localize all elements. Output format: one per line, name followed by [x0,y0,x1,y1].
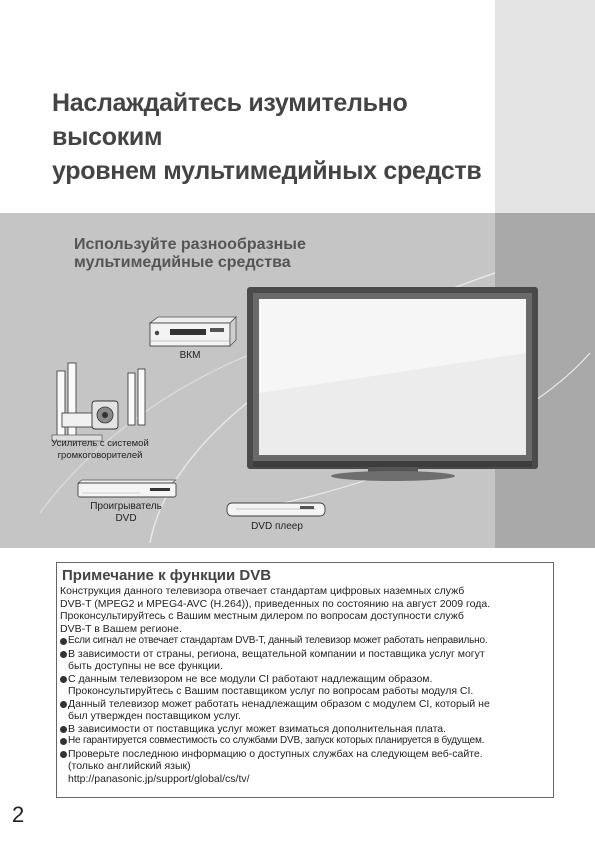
bullet-icon [60,726,67,733]
dvd-recorder-label-line-2: DVD [115,513,137,524]
support-url: http://panasonic.jp/support/global/cs/tv/ [68,772,250,785]
vcr-label: ВКМ [179,350,201,361]
intro-line: DVB-T (MPEG2 и MPEG4-AVC (H.264)), приведенных по состоянию на август 2009 года. [60,597,491,610]
dvb-note-title: Примечание к функции DVB [62,567,272,584]
bullet-icon [60,738,67,745]
intro-line: Конструкция данного телевизора отвечает стандартам цифровых наземных служб [60,585,465,597]
list-item: Если сигнал не отвечает стандартам DVB-T, данный телевизор может работать неправильно. [60,635,549,648]
dvd-player-icon [227,503,325,516]
intro-line: Проконсультируйтесь с Вашим местным дилером по вопросам доступности служб [60,610,464,622]
list-item: Не гарантируется совместимость со службами DVB, запуск которых планируется в будущем. [60,735,549,748]
list-item: В зависимости от поставщика услуг может взиматься дополнительная плата. [60,723,549,736]
headline-line-2: уровнем мультимедийных средств [52,157,482,185]
amplifier-label-line-2: громкоговорителей [57,450,143,461]
dvb-note-intro [60,585,549,635]
media-title-line-1: Используйте разнообразные [74,236,306,253]
headline-line-1: Наслаждайтесь изумительно высоким [52,89,408,151]
bullet-icon [60,701,67,708]
bullet-icon [60,651,67,658]
side-strip-top [495,0,595,213]
dvb-note-box [56,562,554,798]
vcr-icon [150,317,236,346]
speaker-system-icon [52,363,145,441]
list-item: В зависимости от страны, региона, вещательной компании и поставщика услуг могут быть доступны не все функции. [60,648,549,673]
page-number: 2 [12,802,25,827]
list-item: Данный телевизор может работать ненадлежащим образом с модулем CI, который не был утвержден поставщиком услуг. [60,698,549,723]
list-item: С данным телевизором не все модули CI работают надлежащим образом. Проконсультируйтесь с Вашим поставщиком услуг по вопросам работы модуля CI. [60,673,549,698]
dvd-recorder-label-line-1: Проигрыватель [90,501,162,512]
media-section-title [74,236,306,272]
dvd-player-label: DVD плеер [251,521,303,532]
bullet-icon [60,751,67,758]
dvb-note-bullets [60,635,549,785]
dvd-recorder-icon [78,480,176,497]
tv-icon [247,287,538,481]
list-item: Проверьте последнюю информацию о доступных службах на следующем веб-сайте. (только английский язык) http://panasonic.jp/support/global/cs/tv/ [60,748,549,786]
intro-line: DVB-T в Вашем регионе. [60,622,182,635]
amplifier-label [40,438,160,462]
amplifier-label-line-1: Усилитель с системой [51,438,149,449]
bullet-icon [60,676,67,683]
page-headline [52,86,482,188]
media-title-line-2: мультимедийные средства [74,254,291,271]
bullet-icon [60,638,67,645]
dvd-recorder-label [76,501,176,525]
